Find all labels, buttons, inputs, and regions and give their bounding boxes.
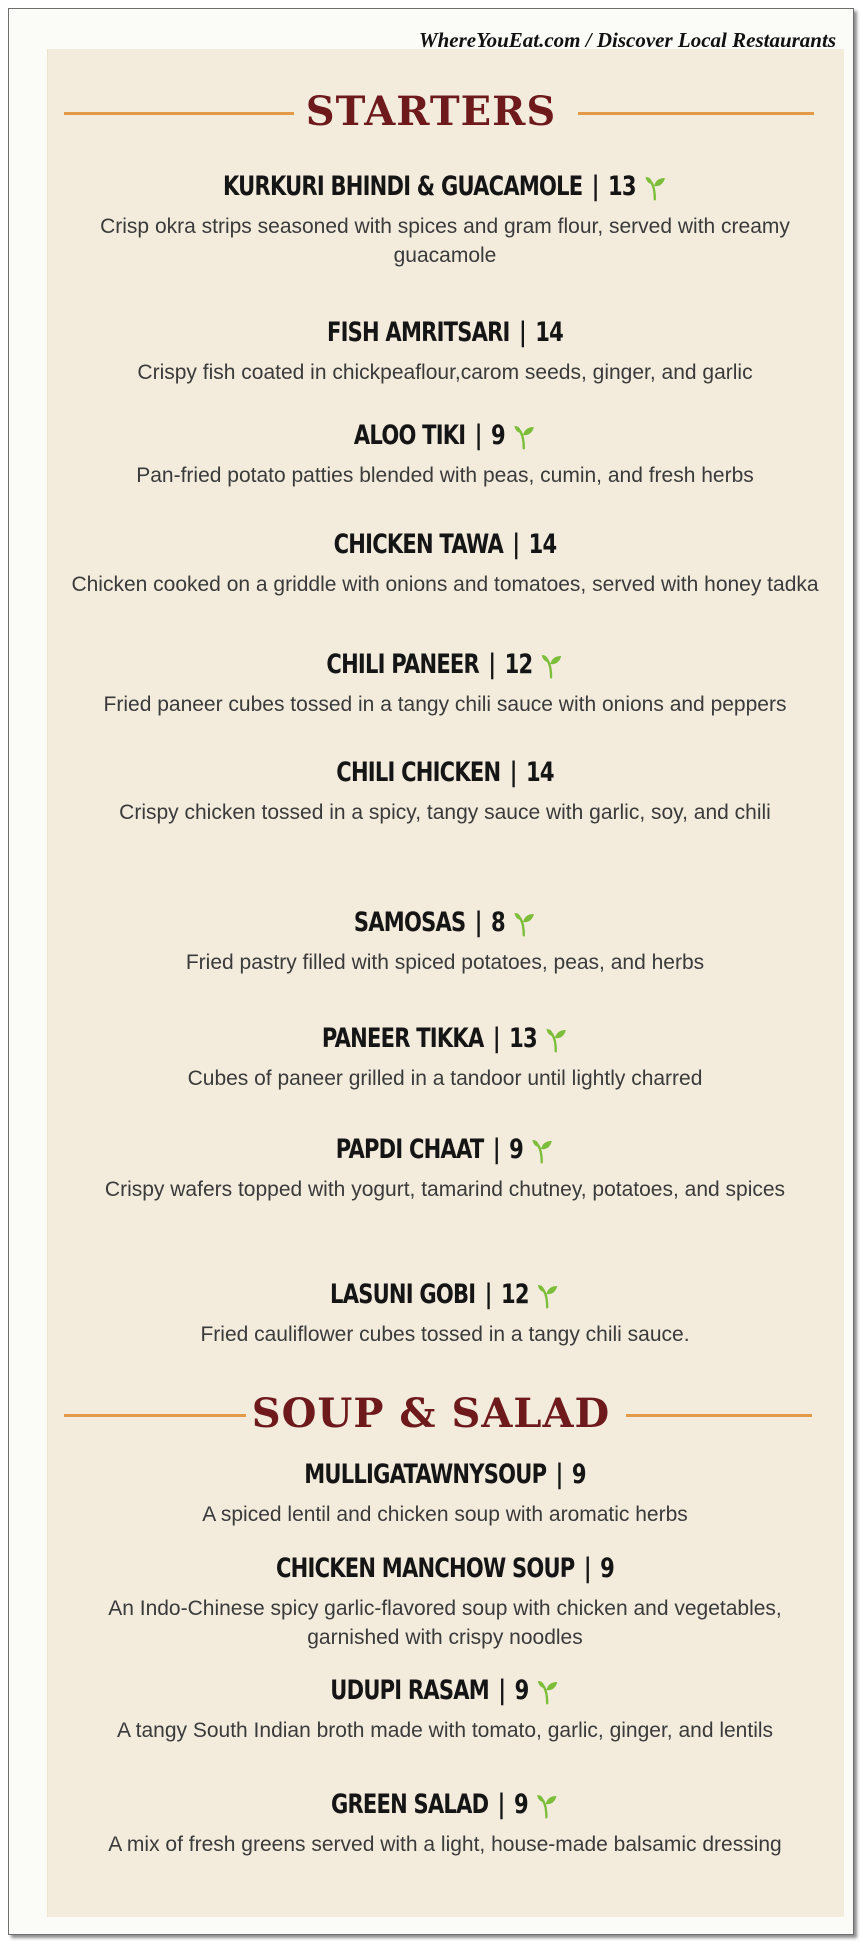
price-separator: |	[512, 529, 520, 560]
menu-item-description: A mix of fresh greens served with a light, house-made balsamic dressing	[108, 1833, 782, 1856]
menu-item-heading	[145, 528, 746, 562]
vegetarian-leaf-icon	[644, 172, 667, 202]
vegetarian-leaf-icon	[513, 421, 536, 451]
menu-item-description: Pan-fried potato patties blended with peas, cumin, and fresh herbs	[136, 464, 754, 487]
section-title-soup-salad: SOUP & SALAD	[251, 1390, 611, 1437]
menu-item-description: Crisp okra strips seasoned with spices and gram flour, served with creamy guacamole	[100, 215, 790, 267]
menu-item-description: Crispy fish coated in chickpeaflour,carom seeds, ginger, and garlic	[137, 361, 753, 384]
menu-item-heading	[145, 1133, 746, 1167]
menu-item	[60, 1458, 830, 1529]
menu-item-heading	[145, 756, 746, 790]
menu-item-description: Chicken cooked on a griddle with onions and tomatoes, served with honey tadka	[71, 573, 819, 596]
menu-item-name: PAPDI CHAAT	[335, 1134, 484, 1165]
vegetarian-leaf-icon	[545, 1024, 568, 1054]
section-header-starters	[0, 88, 862, 140]
menu-item-name: LASUNI GOBI	[330, 1279, 476, 1310]
menu-item-price: 9	[600, 1553, 614, 1584]
menu-item-price: 9	[571, 1459, 586, 1490]
menu-item-heading	[145, 1674, 746, 1708]
menu-item	[60, 1278, 830, 1349]
price-separator: |	[498, 1675, 506, 1706]
price-separator: |	[583, 1553, 591, 1584]
menu-item	[60, 1022, 830, 1093]
menu-item-name: SAMOSAS	[353, 907, 466, 938]
menu-item-heading	[145, 1552, 746, 1586]
menu-item-price: 13	[608, 171, 636, 202]
price-separator: |	[518, 317, 526, 348]
menu-item-price: 12	[500, 1279, 529, 1310]
section-title-starters: STARTERS	[305, 88, 557, 135]
menu-item-price: 9	[513, 1789, 528, 1820]
menu-item-name: CHILI CHICKEN	[336, 757, 501, 788]
price-separator: |	[474, 420, 482, 451]
site-watermark: WhereYouEat.com / Discover Local Restaurants	[418, 28, 836, 52]
menu-item-heading	[145, 1022, 746, 1056]
price-separator: |	[492, 1134, 500, 1165]
menu-item-name: CHICKEN MANCHOW SOUP	[275, 1553, 575, 1584]
menu-item	[60, 648, 830, 719]
menu-item-heading	[145, 316, 746, 350]
menu-item	[60, 756, 830, 827]
menu-item-price: 9	[509, 1134, 524, 1165]
vegetarian-leaf-icon	[536, 1790, 559, 1820]
menu-item-name: MULLIGATAWNYSOUP	[304, 1459, 547, 1490]
menu-item	[60, 1133, 830, 1204]
menu-item	[60, 170, 830, 270]
menu-item-name: ALOO TIKI	[353, 420, 466, 451]
menu-item	[60, 316, 830, 387]
menu-item-heading	[145, 419, 746, 453]
menu-item-name: PANEER TIKKA	[321, 1023, 484, 1054]
menu-item-description: Fried pastry filled with spiced potatoes, peas, and herbs	[185, 951, 705, 974]
menu-item-heading	[145, 906, 746, 940]
menu-item-description: Crispy wafers topped with yogurt, tamarind chutney, potatoes, and spices	[104, 1178, 786, 1201]
price-separator: |	[484, 1279, 492, 1310]
price-separator: |	[492, 1023, 500, 1054]
menu-item-price: 9	[490, 420, 505, 451]
menu-item	[60, 1788, 830, 1859]
menu-item-description: Cubes of paneer grilled in a tandoor until lightly charred	[187, 1067, 703, 1090]
menu-item-name: KURKURI BHINDI & GUACAMOLE	[223, 171, 583, 202]
menu-item-price: 14	[525, 757, 554, 788]
menu-item-heading	[145, 1788, 746, 1822]
vegetarian-leaf-icon	[513, 908, 536, 938]
menu-item-name: GREEN SALAD	[330, 1789, 489, 1820]
menu-item	[60, 419, 830, 490]
menu-item-heading	[145, 170, 746, 204]
menu-item	[60, 528, 830, 599]
menu-item-description: Fried paneer cubes tossed in a tangy chili sauce with onions and peppers	[103, 693, 787, 716]
vegetarian-leaf-icon	[537, 1280, 560, 1310]
menu-item-price: 13	[509, 1023, 537, 1054]
price-separator: |	[488, 649, 496, 680]
menu-item-name: CHILI PANEER	[326, 649, 479, 680]
menu-item-description: A tangy South Indian broth made with tomato, garlic, ginger, and lentils	[116, 1719, 774, 1742]
menu-item-price: 14	[528, 529, 557, 560]
menu-item-price: 14	[535, 317, 564, 348]
menu-item-description: An Indo-Chinese spicy garlic-flavored soup with chicken and vegetables, garnished with crispy noodles	[108, 1597, 782, 1649]
vegetarian-leaf-icon	[536, 1676, 559, 1706]
price-separator: |	[509, 757, 517, 788]
menu-item	[60, 1674, 830, 1745]
menu-item-description: Crispy chicken tossed in a spicy, tangy sauce with garlic, soy, and chili	[119, 801, 771, 824]
menu-item-description: Fried cauliflower cubes tossed in a tangy chili sauce.	[200, 1323, 690, 1346]
vegetarian-leaf-icon	[531, 1135, 554, 1165]
menu-item	[60, 906, 830, 977]
menu-item-name: UDUPI RASAM	[330, 1675, 489, 1706]
price-separator: |	[497, 1789, 505, 1820]
menu-item-price: 9	[514, 1675, 529, 1706]
menu-item-price: 12	[504, 649, 533, 680]
menu-item-name: FISH AMRITSARI	[326, 317, 510, 348]
menu-item-name: CHICKEN TAWA	[333, 529, 503, 560]
menu-item-heading	[145, 648, 746, 682]
price-separator: |	[474, 907, 482, 938]
menu-item-price: 8	[491, 907, 505, 938]
menu-item-heading	[145, 1458, 746, 1492]
vegetarian-leaf-icon	[540, 650, 563, 680]
menu-item	[60, 1552, 830, 1652]
price-separator: |	[591, 171, 599, 202]
menu-item-heading	[145, 1278, 746, 1312]
price-separator: |	[555, 1459, 563, 1490]
section-header-soup-salad	[0, 1390, 862, 1442]
menu-item-description: A spiced lentil and chicken soup with aromatic herbs	[202, 1503, 688, 1526]
